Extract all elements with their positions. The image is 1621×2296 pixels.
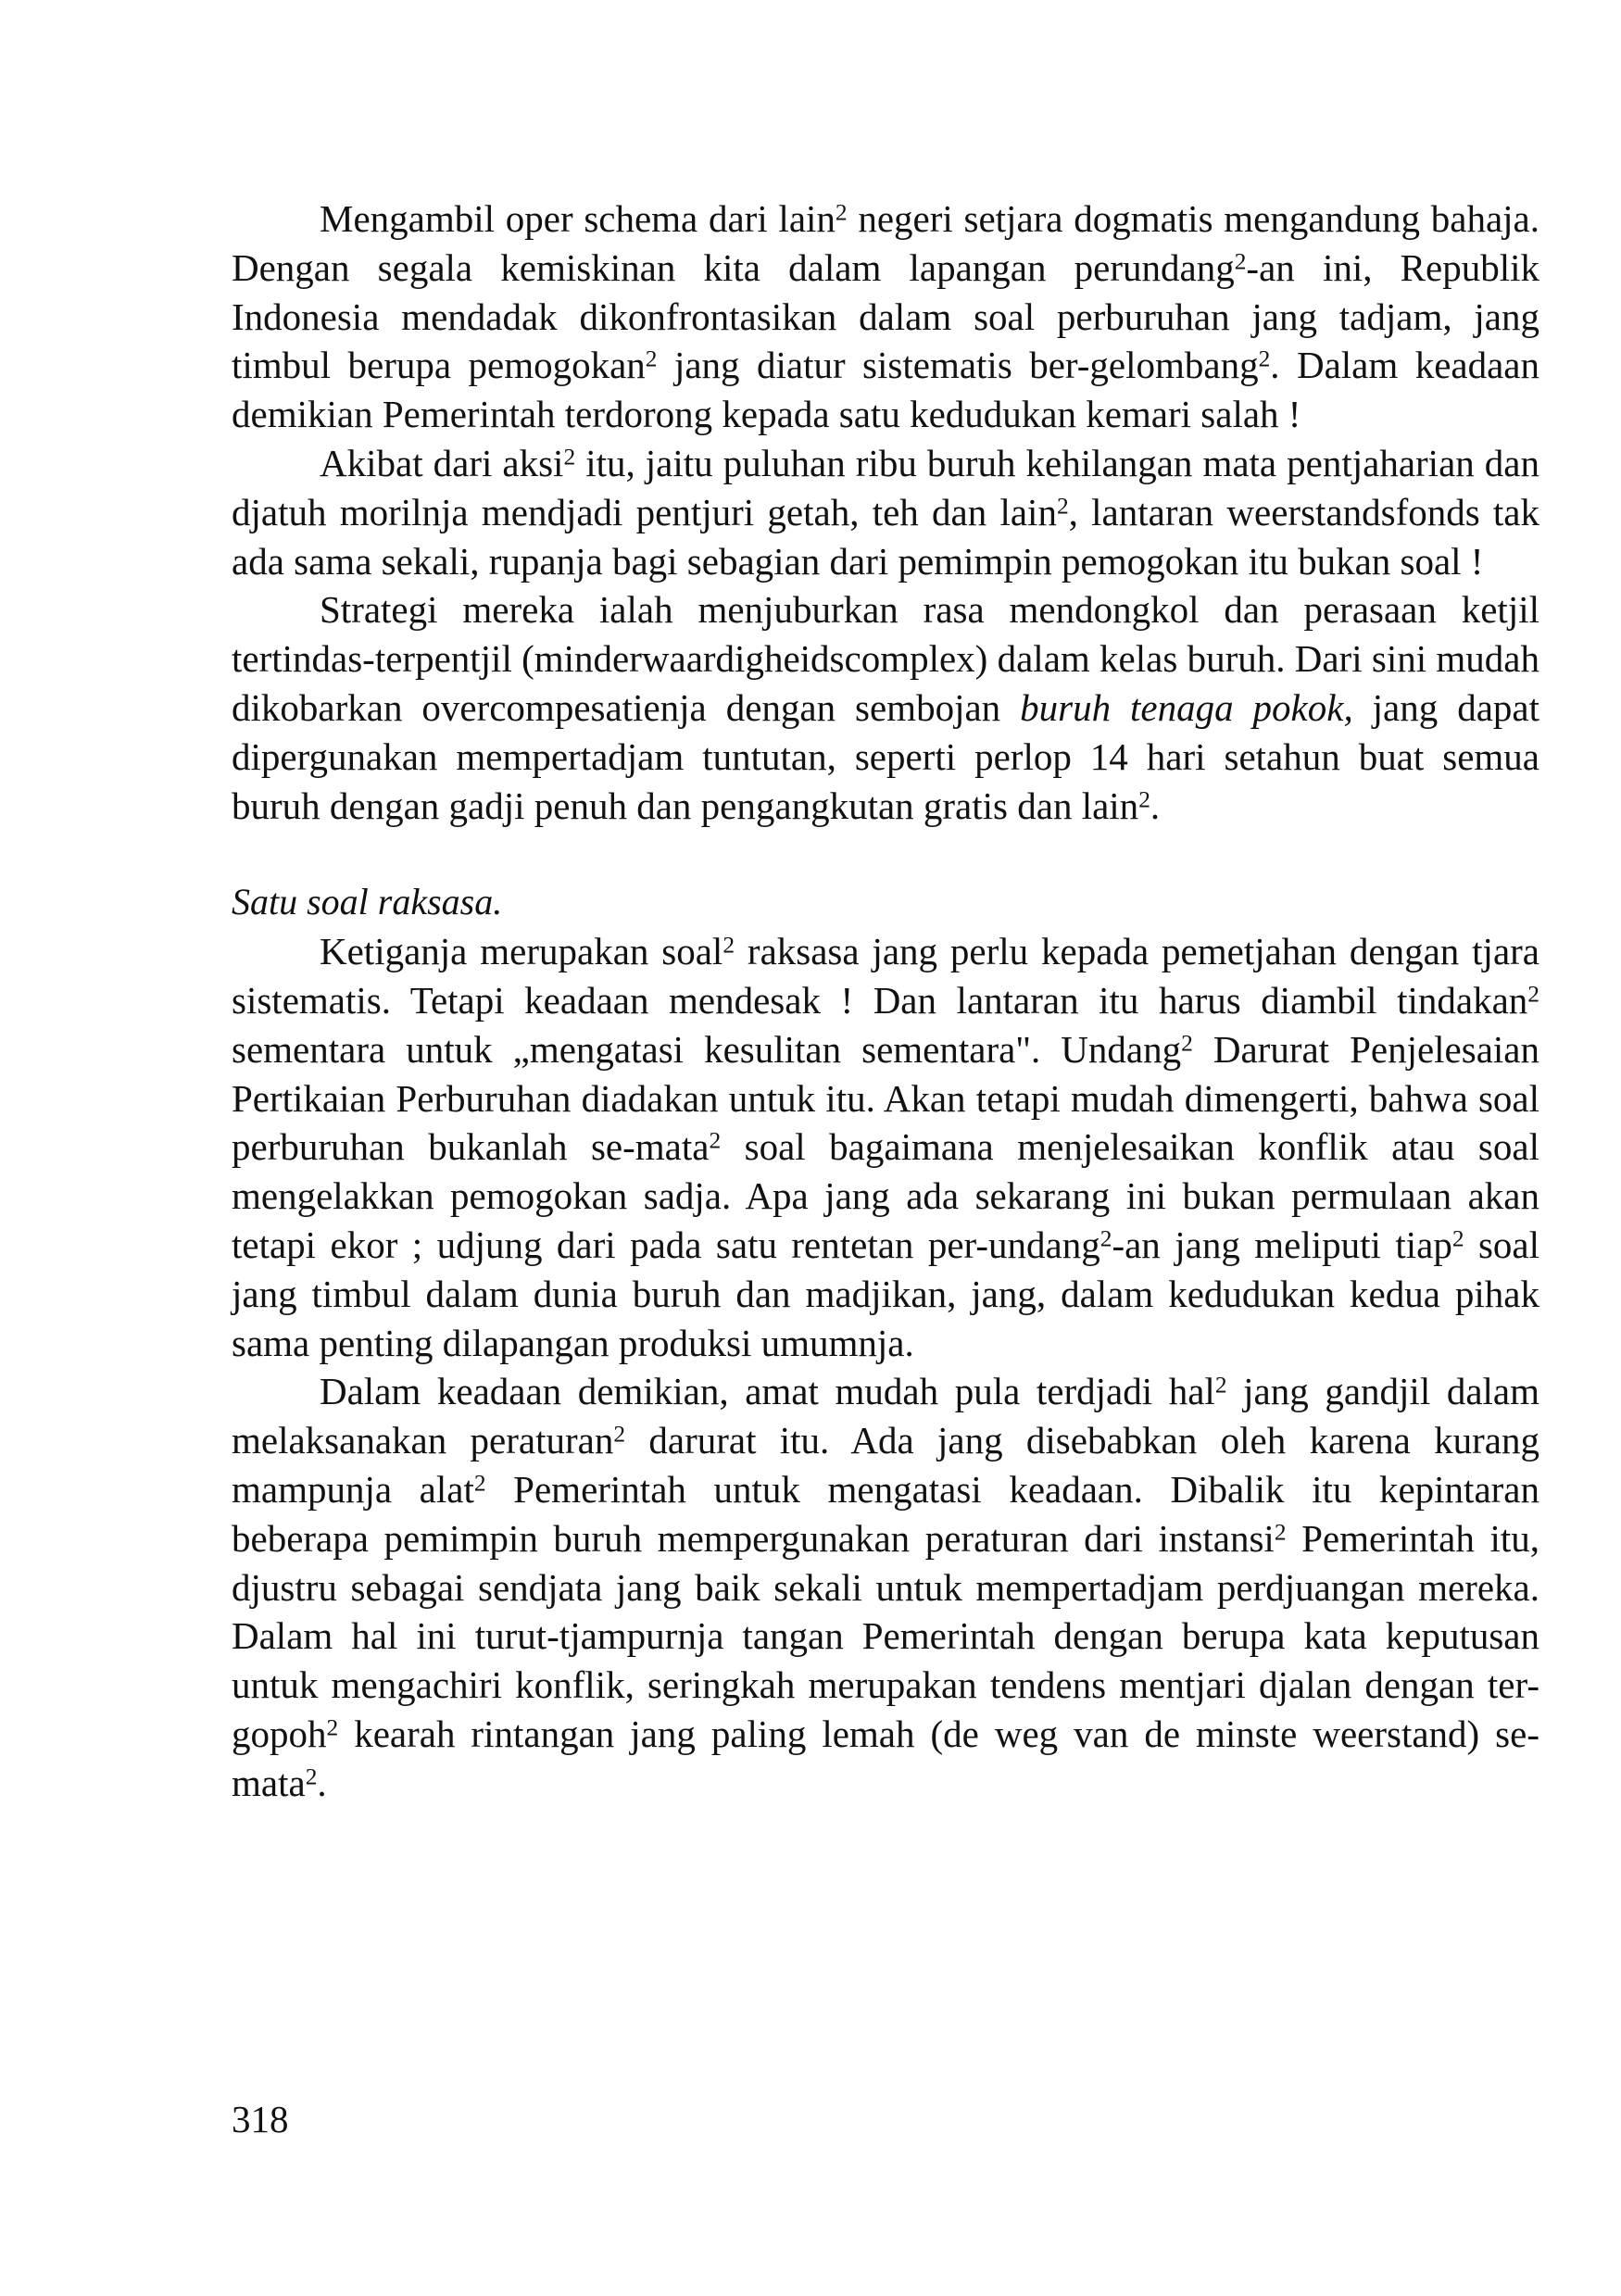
- superscript-mark: 2: [1274, 1519, 1287, 1546]
- text-run: , lantaran weerstandsfonds tak ada sama sekali, rupanja bagi sebagian dari pemimpin pemogokan itu bukan soal !: [232, 490, 1539, 583]
- text-run: raksasa jang perlu kepada pemetjahan dengan tjara sistematis. Tetapi keadaan mendesak ! Dan lantaran itu harus diambil tindakan: [232, 930, 1539, 1022]
- superscript-mark: 2: [1258, 345, 1271, 372]
- text-run: .: [317, 1761, 327, 1804]
- superscript-mark: 2: [326, 1714, 339, 1741]
- page-number: 318: [232, 2098, 289, 2140]
- superscript-mark: 2: [723, 932, 735, 959]
- page-body: [232, 194, 1539, 1808]
- superscript-mark: 2: [1100, 1225, 1112, 1252]
- superscript-mark: 2: [305, 1763, 318, 1789]
- text-run: Ketiganja merupakan soal: [320, 930, 723, 973]
- superscript-mark: 2: [563, 444, 576, 470]
- superscript-mark: 2: [1056, 493, 1069, 520]
- superscript-mark: 2: [1181, 1030, 1193, 1057]
- text-run: -an jang meliputi tiap: [1112, 1223, 1452, 1266]
- text-run: . Dalam keadaan demikian Pemerintah terdorong kepada satu kedudukan kemari salah !: [232, 344, 1539, 436]
- superscript-mark: 2: [1138, 785, 1150, 812]
- text-run: Akibat dari aksi: [320, 441, 564, 484]
- text-run: darurat itu. Ada jang disebabkan oleh karena kurang mampunja alat: [232, 1419, 1539, 1511]
- text-run: -an ini, Republik Indonesia mendadak dikonfrontasikan dalam soal perburuhan jang tadjam, jang timbul berupa pemogokan: [232, 245, 1539, 387]
- text-run: soal bagaimana menjelesaikan konflik atau soal mengelakkan pemogokan sadja. Apa jang ada sekarang ini bukan permulaan akan tetapi ekor ; udjung dari pada satu rentetan per-undang: [232, 1125, 1539, 1266]
- superscript-mark: 2: [1451, 1225, 1464, 1252]
- text-run: Dalam keadaan demikian, amat mudah pula terdjadi hal: [320, 1370, 1215, 1413]
- superscript-mark: 2: [835, 199, 848, 226]
- text-run: itu, jaitu puluhan ribu buruh kehilangan mata pentjaharian dan djatuh morilnja mendjadi pentjuri getah, teh dan lain: [232, 441, 1539, 533]
- text-run: sementara untuk „mengatasi kesulitan sementara". Undang: [232, 1027, 1182, 1071]
- text-run: jang diatur sistematis ber-gelombang: [657, 344, 1259, 387]
- superscript-mark: 2: [473, 1470, 486, 1497]
- superscript-mark: 2: [645, 345, 658, 372]
- superscript-mark: 2: [709, 1127, 722, 1154]
- superscript-mark: 2: [1234, 248, 1247, 275]
- text-run: Darurat Penjelesaian Pertikaian Perburuhan diadakan untuk itu. Akan tetapi mudah dimengerti, bahwa soal perburuhan bukanlah se-mata: [232, 1027, 1539, 1169]
- paragraph: [232, 927, 1539, 1367]
- italic-text: buruh tenaga pokok,: [1020, 685, 1353, 729]
- text-run: jang gandjil dalam melaksanakan peraturan: [232, 1370, 1539, 1462]
- text-run: Pemerintah itu, djustru sebagai sendjata jang baik sekali untuk mempertadjam perdjuangan mereka. Dalam hal ini turut-tjampurnja tangan Pemerintah dengan berupa kata keputusan untuk mengachiri konflik, seringkah merupakan tendens mentjari djalan dengan ter-gopoh: [232, 1516, 1539, 1755]
- superscript-mark: 2: [1527, 981, 1539, 1008]
- superscript-mark: 2: [613, 1421, 626, 1448]
- text-run: kearah rintangan jang paling lemah (de weg van de minste weerstand) se-mata: [232, 1712, 1539, 1804]
- superscript-mark: 2: [1214, 1372, 1227, 1399]
- section-title: Satu soal raksasa.: [232, 881, 503, 923]
- text-run: Strategi mereka ialah menjuburkan rasa mendongkol dan perasaan ketjil tertindas-terpentjil (minderwaardigheidscomplex) dalam kelas buruh. Dari sini mudah dikobarkan overcompesatienja dengan sembojan: [232, 588, 1539, 729]
- paragraph: [232, 585, 1539, 830]
- text-run: negeri setjara dogmatis mengandung bahaja. Dengan segala kemiskinan kita dalam lapangan perundang: [232, 197, 1539, 289]
- paragraphs-top: [232, 194, 1539, 830]
- paragraphs-bottom: [232, 927, 1539, 1807]
- text-run: soal jang timbul dalam dunia buruh dan madjikan, jang, dalam kedudukan kedua pihak sama penting dilapangan produksi umumnja.: [232, 1223, 1540, 1364]
- paragraph: [232, 439, 1539, 585]
- text-run: jang dapat dipergunakan mempertadjam tuntutan, seperti perlop 14 hari setahun buat semua buruh dengan gadji penuh dan pengangkutan gratis dan lain: [232, 685, 1539, 827]
- paragraph: [232, 1367, 1539, 1807]
- paragraph: [232, 194, 1539, 439]
- text-run: Mengambil oper schema dari lain: [320, 197, 836, 240]
- text-run: Pemerintah untuk mengatasi keadaan. Dibalik itu kepintaran beberapa pemimpin buruh mempergunakan peraturan dari instansi: [232, 1467, 1539, 1560]
- text-run: .: [1150, 784, 1161, 827]
